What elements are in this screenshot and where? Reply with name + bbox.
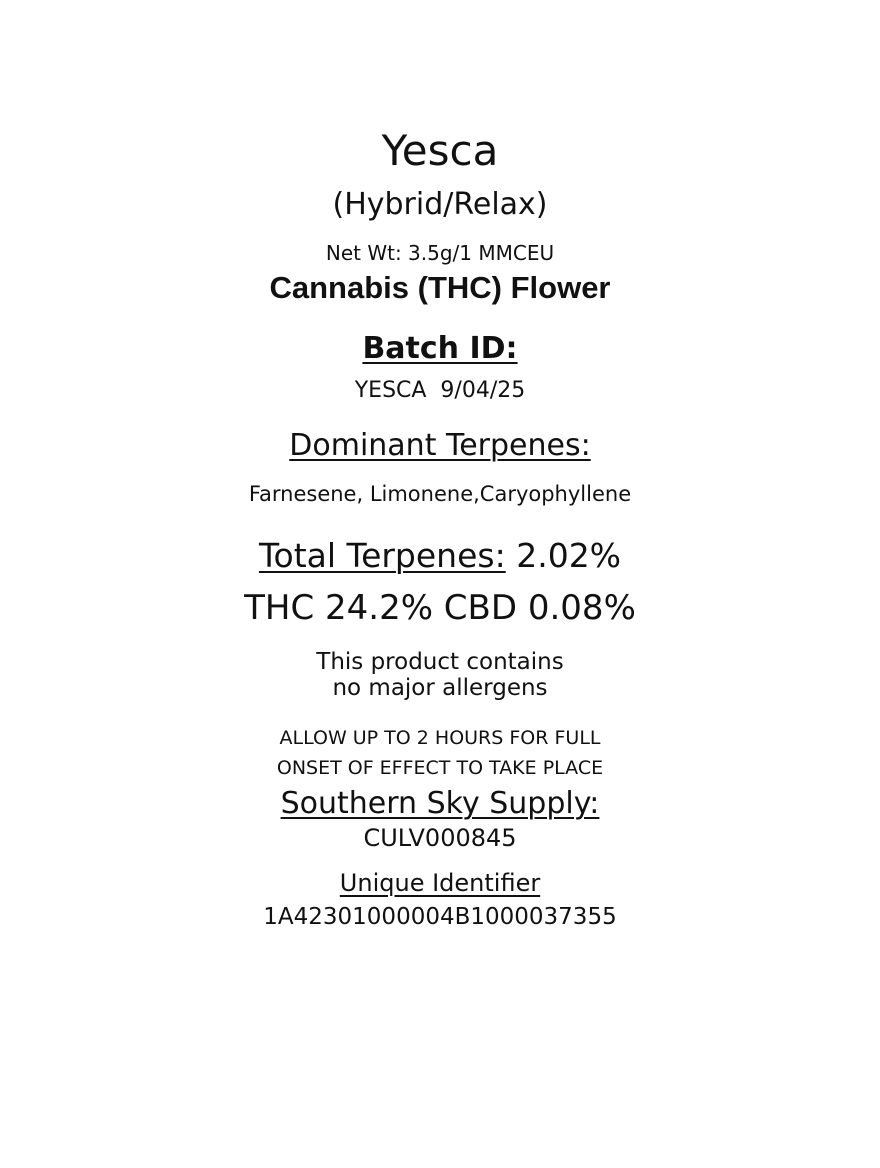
onset-warning-line-1: ALLOW UP TO 2 HOURS FOR FULL — [279, 727, 601, 749]
product-category: Cannabis (THC) Flower — [269, 270, 611, 305]
total-terpenes-value: 2.02% — [505, 536, 622, 575]
potency: THC 24.2% CBD 0.08% — [244, 588, 636, 628]
terpenes-list: Farnesene, Limonene,Caryophyllene — [248, 482, 632, 506]
product-name: Yesca — [381, 126, 499, 175]
strain-type: (Hybrid/Relax) — [332, 187, 548, 222]
dominant-terpenes-heading: Dominant Terpenes: — [289, 428, 591, 463]
batch-id-heading: Batch ID: — [362, 331, 518, 366]
supplier-license: CULV000845 — [363, 824, 517, 852]
unique-identifier-value: 1A42301000004B1000037355 — [263, 904, 617, 930]
total-terpenes — [0, 536, 880, 575]
total-terpenes-label: Total Terpenes: — [258, 536, 506, 575]
supplier-name: Southern Sky Supply: — [280, 786, 600, 821]
onset-warning-line-2: ONSET OF EFFECT TO TAKE PLACE — [276, 757, 604, 779]
net-weight: Net Wt: 3.5g/1 MMCEU — [325, 241, 555, 265]
unique-identifier-heading: Unique Identifier — [339, 869, 541, 897]
batch-id-value: YESCA 9/04/25 — [354, 378, 526, 403]
allergen-line-2: no major allergens — [332, 675, 548, 701]
allergen-line-1: This product contains — [316, 649, 564, 675]
